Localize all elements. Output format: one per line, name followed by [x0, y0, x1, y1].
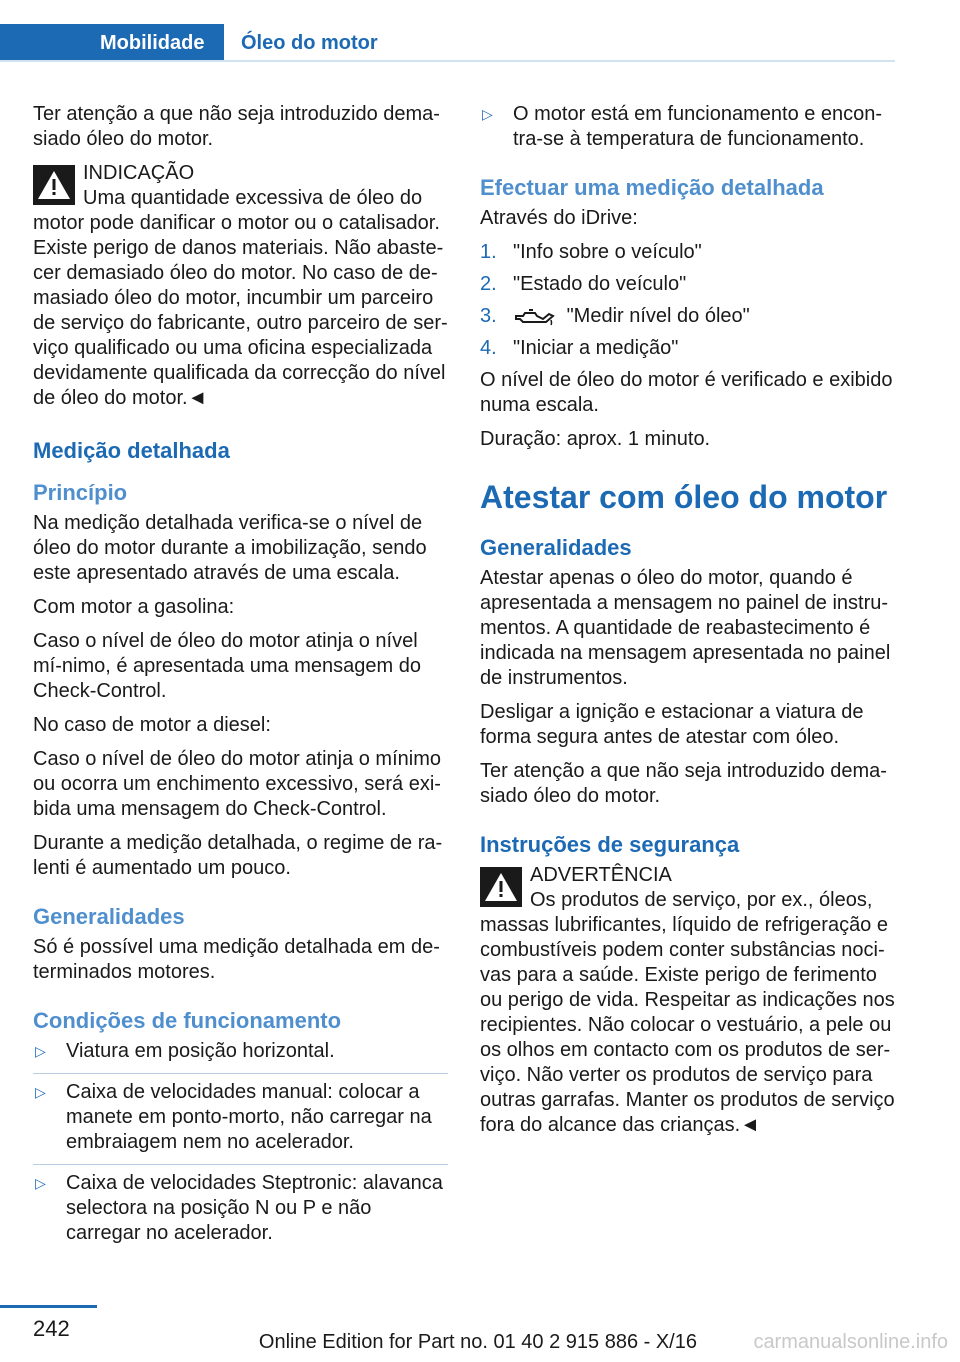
step-item: 1. "Info sobre o veículo" — [480, 241, 702, 263]
heading-condicoes: Condições de funcionamento — [33, 1008, 342, 1033]
step-item: 2. "Estado do veículo" — [480, 273, 687, 295]
heading-efectuar-medicao: Efectuar uma medição detalhada — [480, 175, 824, 200]
header-rule — [0, 60, 895, 62]
triangle-bullet-icon: ▷ — [35, 1043, 46, 1059]
edition-text: Online Edition for Part no. 01 40 2 915 886 - X/16 — [258, 1331, 697, 1353]
notice-box — [33, 161, 448, 411]
warning-lead: Os produtos de serviço, por ex., óleos, — [530, 889, 873, 911]
section-tab-oleo-do-motor[interactable]: Óleo do motor — [241, 32, 378, 54]
notice-title: INDICAÇÃO — [83, 162, 195, 184]
warning-triangle-icon — [480, 867, 522, 907]
notice-text: motor pode danificar o motor ou o catalisador. Existe perigo de danos materiais. Não abaste‐cer demasiado óleo do motor. No caso de de‐masiado óleo do motor, incumbir um parceiro de serviço do fabricante, outro parceiro de ser‐viço qualificado ou uma oficina especializada devidamente qualificada da correcção do nível de óleo do motor.◄ — [33, 212, 448, 409]
list-item: ▷ Caixa de velocidades manual: colocar a manete em ponto-morto, não carregar na embraiagem nem no acelerador. — [35, 1081, 432, 1153]
triangle-bullet-icon: ▷ — [35, 1175, 46, 1191]
list-item: ▷ Caixa de velocidades Steptronic: alavanca selectora na posição N ou P e não carregar no acelerador. — [35, 1172, 443, 1244]
right-general-p3: Ter atenção a que não seja introduzido dema‐siado óleo do motor. — [480, 760, 887, 807]
warning-text: massas lubrificantes, líquido de refrigeração e combustíveis podem conter substâncias noci‐vas para a saúde. Existe perigo de ferimento ou perigo de vida. Respeitar as indicações nos recipientes. Não colocar o vestuário, a pele ou os olhos em contacto com os produtos de ser‐viço. Não verter os produtos de serviço para outras garrafas. Manter os produtos de serviço fora do alcance das crianças.◄ — [480, 914, 895, 1136]
triangle-bullet-icon: ▷ — [482, 106, 493, 122]
warning-box — [480, 863, 895, 1138]
chapter-header — [0, 24, 895, 62]
warning-title: ADVERTÊNCIA — [530, 864, 672, 886]
left-column — [33, 102, 448, 1255]
chapter-tab-mobilidade[interactable]: Mobilidade — [0, 24, 224, 62]
list-item: ▷ O motor está em funcionamento e encon‐tra-se à temperatura de funcionamento. — [482, 103, 883, 150]
intro-paragraph: Ter atenção a que não seja introduzido dema‐siado óleo do motor. — [33, 103, 440, 150]
notice-body — [33, 186, 448, 411]
heading-seguranca: Instruções de segurança — [480, 832, 740, 857]
oil-can-icon — [513, 307, 555, 327]
list-item: ▷ Viatura em posição horizontal. — [35, 1040, 335, 1062]
divider — [33, 1073, 448, 1074]
step-item: 4. "Iniciar a medição" — [480, 337, 679, 359]
watermark: carmanualsonline.info — [753, 1331, 948, 1353]
warning-body — [480, 888, 895, 1138]
principle-p4: No caso de motor a diesel: — [33, 714, 271, 736]
heading-generalidades: Generalidades — [33, 904, 185, 929]
notice-lead: Uma quantidade excessiva de óleo do — [83, 187, 423, 209]
principle-p2: Com motor a gasolina: — [33, 596, 235, 618]
result-p2: Duração: aprox. 1 minuto. — [480, 428, 711, 450]
step-item: 3. "Medir nível do óleo" — [480, 305, 750, 327]
page-number: 242 — [33, 1316, 70, 1341]
warning-triangle-icon — [33, 165, 75, 205]
right-general-p1: Atestar apenas o óleo do motor, quando é apresentada a mensagem no painel de instru‐mentos. A quantidade de reabastecimento é indicada na mensagem apresentada no painel de instrumentos. — [480, 567, 891, 689]
heading-principio: Princípio — [33, 480, 128, 505]
right-general-p2: Desligar a ignição e estacionar a viatura de forma segura antes de atestar com óleo. — [480, 701, 864, 748]
principle-p6: Durante a medição detalhada, o regime de ra‐lenti é aumentado um pouco. — [33, 832, 443, 879]
principle-p3: Caso o nível de óleo do motor atinja o nível mí‐nimo, é apresentada uma mensagem do Check-Control. — [33, 630, 421, 702]
footer-rule — [0, 1305, 97, 1308]
section-title-medicao: Medição detalhada — [33, 438, 230, 463]
big-heading-atestar: Atestar com óleo do motor — [480, 479, 888, 515]
principle-p1: Na medição detalhada verifica-se o nível de óleo do motor durante a imobilização, sendo este apresentado através de uma escala. — [33, 512, 427, 584]
triangle-bullet-icon: ▷ — [35, 1084, 46, 1100]
heading-generalidades-right: Generalidades — [480, 535, 632, 560]
divider — [33, 1164, 448, 1165]
general-p1: Só é possível uma medição detalhada em de‐terminados motores. — [33, 936, 440, 983]
principle-p5: Caso o nível de óleo do motor atinja o mínimo ou ocorra um enchimento excessivo, será exi‐bida uma mensagem do Check-Control. — [33, 748, 441, 820]
right-column — [480, 102, 895, 1147]
result-p1: O nível de óleo do motor é verificado e exibido numa escala. — [480, 369, 893, 416]
via-idrive: Através do iDrive: — [480, 207, 638, 229]
